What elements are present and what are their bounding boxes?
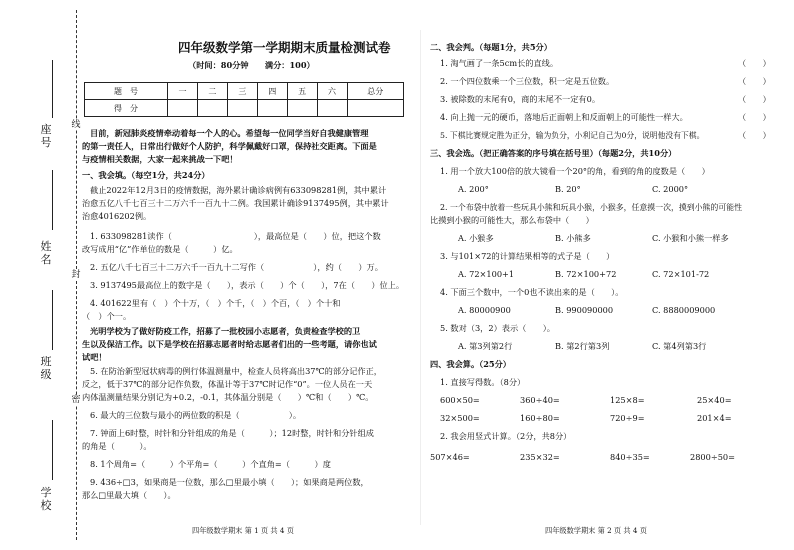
choice-1-option-b[interactable]: B. 20° [555, 184, 581, 194]
oral-calc-item[interactable]: 125×8= [610, 395, 645, 405]
question-5[interactable]: 5. 在防治新型冠状病毒的例行体温测量中，检查人员将高出37℃的部分记作正， [90, 366, 382, 376]
question-9[interactable]: 9. 436÷□3，如果商是一位数，那么□里最小填（ ）；如果商是两位数， [90, 477, 369, 487]
section-3-title: 三、我会选。（把正确答案的序号填在括号里）（每题2分，共10分） [430, 148, 677, 158]
choice-2-cont: 比摸到小猴的可能性大，那么布袋中（ ） [430, 215, 594, 225]
score-header-cell: 三 [227, 83, 257, 100]
vertical-calc-item[interactable]: 235×32= [520, 452, 560, 462]
score-header-cell: 四 [257, 83, 287, 100]
score-header-cell: 六 [317, 83, 347, 100]
judge-item: 1. 淘气画了一条5cm长的直线。 [440, 58, 559, 68]
score-cell[interactable] [257, 100, 287, 117]
question-1[interactable]: 1. 633098281读作（ ），最高位是（ ）位，把这个数 [90, 231, 381, 241]
score-cell[interactable] [287, 100, 317, 117]
vertical-calc-item[interactable]: 840÷35= [610, 452, 650, 462]
volunteer-intro: 生以及保洁工作。以下是学校在招募志愿者时给志愿者们出的一些考题，请你也试 [82, 339, 377, 349]
seal-mark-mi: 密 [71, 395, 81, 405]
intro-line: 的第一责任人，日常出行做好个人防护，科学佩戴好口罩，保持社交距离。下面是 [82, 141, 377, 151]
calc-2-title: 2. 我会用竖式计算。（2分，共8分） [440, 431, 572, 441]
judge-answer[interactable]: （ ） [738, 130, 771, 140]
judge-answer[interactable]: （ ） [738, 94, 771, 104]
oral-calc-item[interactable]: 25×40= [697, 395, 732, 405]
page-divider [420, 30, 421, 525]
page-2-footer: 四年级数学期末 第 2 页 共 4 页 [545, 526, 647, 535]
judge-answer[interactable]: （ ） [738, 112, 771, 122]
judge-item: 2. 一个四位数乘一个三位数，积一定是五位数。 [440, 76, 615, 86]
choice-1: 1. 用一个放大100倍的放大镜看一个20°的角，看到的角的度数是（ ） [440, 166, 710, 176]
seal-mark-xian: 线 [71, 120, 81, 130]
seat-label: 座号 [40, 123, 52, 149]
score-cell[interactable] [168, 100, 198, 117]
question-5-cont[interactable]: 反之，低于37℃的部分记作负数，体温计等于37℃时记作“0”。一位人员在一天 [82, 379, 373, 389]
choice-3: 3. 与101×72的计算结果相等的式子是（ ） [440, 251, 615, 261]
score-table [84, 82, 404, 117]
score-header-cell: 题 号 [85, 83, 168, 100]
score-cell[interactable] [317, 100, 347, 117]
section-1-desc: 治愈五亿八千七百三十二万六千一百九十二例。我国累计确诊9137495例，其中累计 [82, 198, 389, 208]
exam-subtitle: （时间：80分钟 满分：100） [188, 60, 315, 70]
class-blank[interactable] [52, 290, 53, 350]
question-8[interactable]: 8. 1个周角=（ ）个平角=（ ）个直角=（ ）度 [90, 459, 331, 469]
question-7-cont[interactable]: 的角是（ ）。 [82, 441, 152, 451]
section-2-title: 二、我会判。（每题1分，共5分） [430, 42, 552, 52]
score-cell[interactable] [227, 100, 257, 117]
choice-1-option-a[interactable]: A. 200° [458, 184, 489, 194]
choice-4-option-a[interactable]: A. 80000900 [458, 305, 511, 315]
intro-line: 目前，新冠肺炎疫情牵动着每一个人的心。希望每一位同学当好自我健康管理 [90, 128, 369, 138]
choice-2-option-c[interactable]: C. 小猴和小熊一样多 [652, 233, 729, 243]
score-header-cell: 二 [197, 83, 227, 100]
score-table-score-row [85, 100, 404, 117]
judge-item: 3. 被除数的末尾有0，商的末尾不一定有0。 [440, 94, 601, 104]
question-6[interactable]: 6. 最大的三位数与最小的两位数的积是（ ）。 [90, 410, 302, 420]
judge-item: 5. 下棋比赛规定胜为正分，输为负分，小利记自己为0分，说明他没有下棋。 [440, 131, 705, 140]
page-1-footer: 四年级数学期末 第 1 页 共 4 页 [192, 526, 294, 535]
volunteer-intro: 光明学校为了做好防疫工作，招募了一批校园小志愿者，负责检查学校的卫 [90, 326, 361, 336]
section-1-title: 一、我会填。（每空1分，共24分） [82, 170, 210, 180]
school-blank[interactable] [52, 420, 53, 480]
oral-calc-item[interactable]: 201×4= [697, 413, 732, 423]
choice-4-option-b[interactable]: B. 990090000 [555, 305, 614, 315]
choice-5-option-a[interactable]: A. 第3列第2行 [458, 341, 513, 351]
school-label: 学校 [40, 486, 52, 512]
choice-2-option-a[interactable]: A. 小猴多 [458, 233, 494, 243]
score-table-header-row [85, 83, 404, 100]
choice-3-option-a[interactable]: A. 72×100+1 [458, 269, 515, 279]
choice-4: 4. 下面三个数中，一个0也不读出来的是（ ）。 [440, 287, 624, 297]
question-3[interactable]: 3. 9137495最高位上的数字是（ ），表示（ ）个（ ），7在（ ）位上。 [90, 280, 405, 290]
oral-calc-item[interactable]: 32×500= [440, 413, 480, 423]
question-2[interactable]: 2. 五亿八千七百三十二万六千一百九十二写作（ ），约（ ）万。 [90, 262, 383, 272]
score-header-cell: 五 [287, 83, 317, 100]
section-1-desc: 治愈4016202例。 [82, 211, 152, 221]
score-cell[interactable] [197, 100, 227, 117]
judge-item: 4. 向上抛一元的硬币，落地后正面朝上和反面朝上的可能性一样大。 [440, 112, 688, 122]
choice-3-option-c[interactable]: C. 72×101-72 [652, 269, 710, 279]
name-label: 姓名 [40, 240, 52, 266]
choice-3-option-b[interactable]: B. 72×100+72 [555, 269, 617, 279]
judge-answer[interactable]: （ ） [738, 76, 771, 86]
oral-calc-item[interactable]: 600×50= [440, 395, 480, 405]
choice-1-option-c[interactable]: C. 2000° [652, 184, 689, 194]
choice-5: 5. 数对（3，2）表示（ ）。 [440, 323, 555, 333]
choice-4-option-c[interactable]: C. 8880009000 [652, 305, 716, 315]
seat-blank[interactable] [52, 60, 53, 118]
question-4-cont[interactable]: （ ）个一。 [82, 311, 132, 321]
name-blank[interactable] [52, 170, 53, 230]
choice-5-option-c[interactable]: C. 第4列第3行 [652, 341, 707, 351]
question-5-cont[interactable]: 内体温测量结果分别记为+0.2，-0.1，其体温分别是（ ）℃和（ ）℃。 [82, 392, 374, 402]
score-row-label: 得 分 [85, 100, 168, 117]
vertical-calc-item[interactable]: 507×46= [430, 452, 470, 462]
volunteer-intro: 试吧！ [82, 352, 107, 362]
score-header-cell: 一 [168, 83, 198, 100]
score-header-cell: 总分 [347, 83, 404, 100]
vertical-calc-item[interactable]: 2800÷50= [690, 452, 735, 462]
question-7[interactable]: 7. 钟面上6时整，时针和分针组成的角是（ ）；12时整，时针和分针组成 [90, 428, 374, 438]
question-4[interactable]: 4. 401622里有（ ）个十万，（ ）个千，（ ）个百，（ ）个十和 [90, 298, 341, 308]
score-cell[interactable] [347, 100, 404, 117]
seal-mark-feng: 封 [71, 270, 81, 280]
oral-calc-item[interactable]: 720÷9= [610, 413, 645, 423]
question-1-cont[interactable]: 改写成用“亿”作单位的数是（ ）亿。 [82, 244, 238, 254]
choice-5-option-b[interactable]: B. 第2行第3列 [555, 341, 610, 351]
question-9-cont[interactable]: 那么□里最大填（ ）。 [82, 490, 176, 500]
judge-answer[interactable]: （ ） [738, 58, 771, 68]
intro-line: 与疫情相关数据，大家一起来挑战一下吧！ [82, 154, 238, 164]
choice-2-option-b[interactable]: B. 小熊多 [555, 233, 591, 243]
oral-calc-item[interactable]: 360÷40= [520, 395, 560, 405]
oral-calc-item[interactable]: 160÷80= [520, 413, 560, 423]
section-4-title: 四、我会算。（25分） [430, 359, 511, 369]
calc-1-title: 1. 直接写得数。（8分） [440, 377, 526, 387]
choice-2: 2. 一个布袋中放着一些玩具小熊和玩具小猴，小猴多，任意摸一次，摸到小熊的可能性 [440, 203, 742, 212]
section-1-desc: 截止2022年12月3日的疫情数据，海外累计确诊病例有633098281例，其中累计 [90, 185, 387, 195]
exam-title: 四年级数学第一学期期末质量检测试卷 [178, 40, 391, 55]
class-label: 班级 [40, 355, 52, 381]
